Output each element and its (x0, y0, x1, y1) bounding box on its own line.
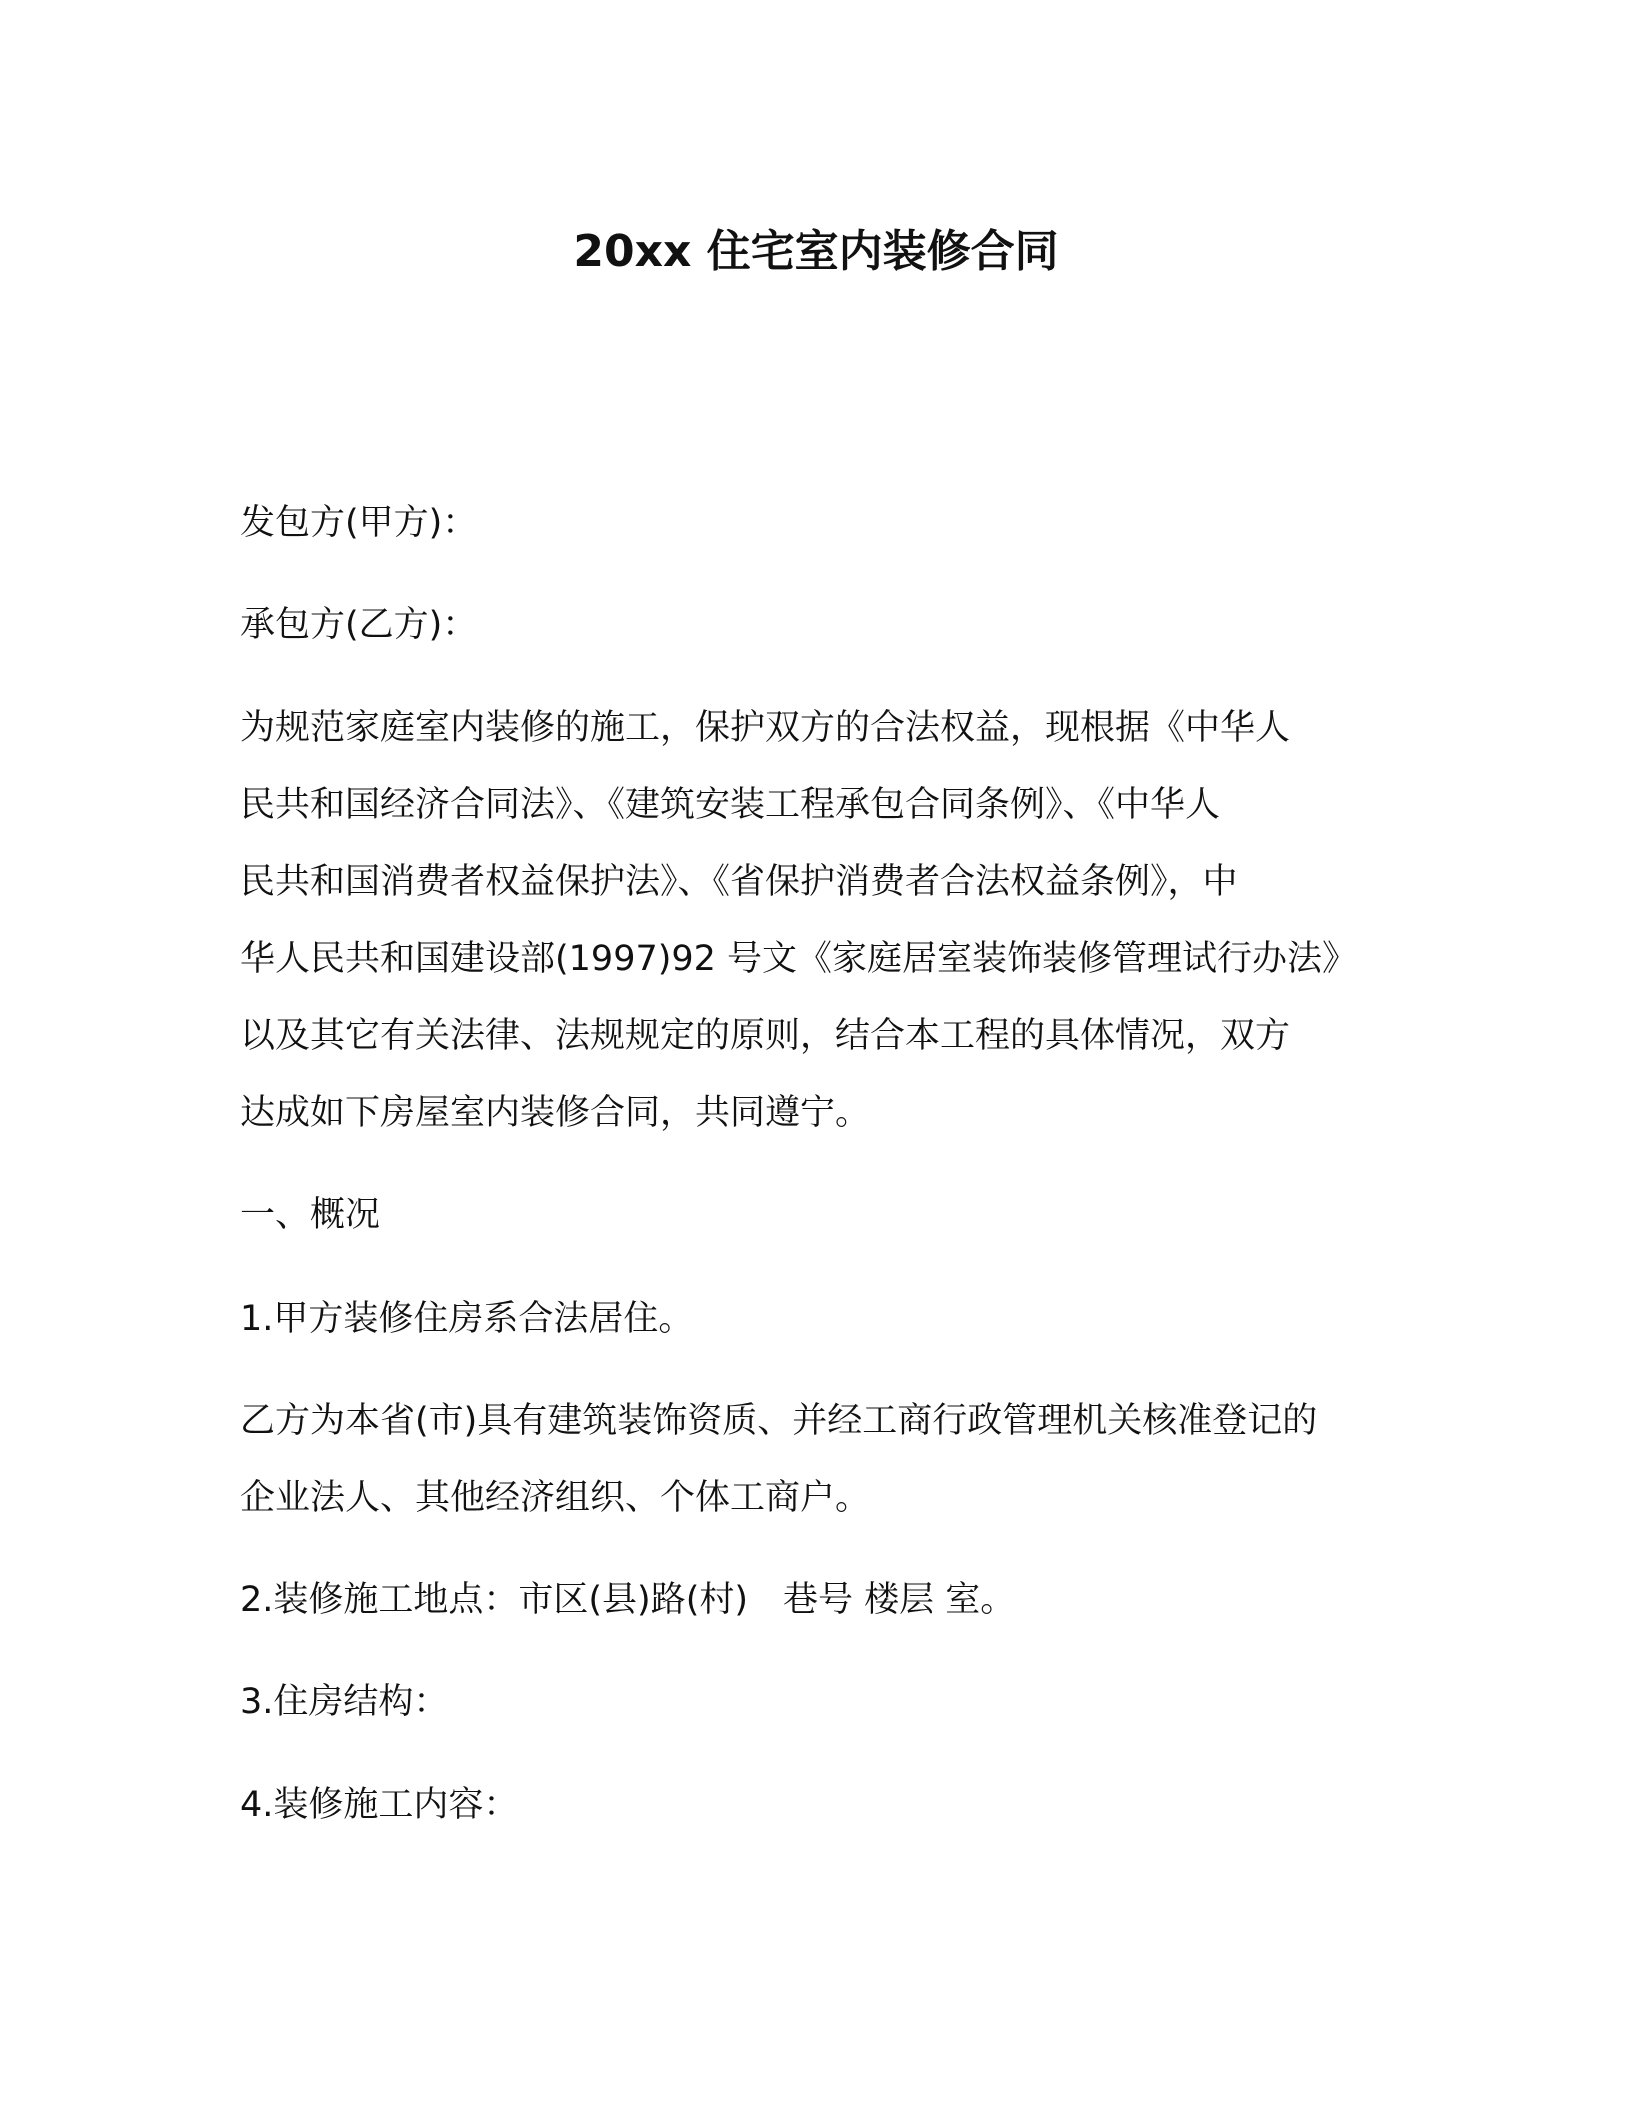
document-title: 20xx 住宅室内装修合同 (573, 226, 1059, 277)
clause-3-structure: 3.住房结构： (240, 1682, 449, 1722)
preamble-line-3: 民共和国消费者权益保护法》、《省保护消费者合法权益条例》，中 (240, 862, 1238, 902)
section-heading-overview: 一、概况 (240, 1195, 381, 1235)
preamble-line-6: 达成如下房屋室内装修合同，共同遵宁。 (240, 1093, 871, 1133)
clause-2-location: 2.装修施工地点：市区(县)路(村) 巷号 楼层 室。 (240, 1580, 1016, 1620)
clause-1-party-b-line-2: 企业法人、其他经济组织、个体工商户。 (240, 1478, 871, 1518)
party-b-line: 承包方(乙方)： (240, 605, 478, 645)
preamble-line-2: 民共和国经济合同法》、《建筑安装工程承包合同条例》、《中华人 (240, 785, 1221, 825)
clause-1-party-b-line-1: 乙方为本省(市)具有建筑装饰资质、并经工商行政管理机关核准登记的 (240, 1401, 1318, 1441)
clause-1: 1.甲方装修住房系合法居住。 (240, 1299, 694, 1339)
preamble-line-4: 华人民共和国建设部(1997)92 号文《家庭居室装饰装修管理试行办法》 (240, 939, 1358, 979)
clause-4-content: 4.装修施工内容： (240, 1785, 519, 1825)
preamble-line-5: 以及其它有关法律、法规规定的原则，结合本工程的具体情况，双方 (240, 1016, 1291, 1056)
preamble-line-1: 为规范家庭室内装修的施工，保护双方的合法权益，现根据《中华人 (240, 708, 1291, 748)
party-a-line: 发包方(甲方)： (240, 503, 478, 543)
